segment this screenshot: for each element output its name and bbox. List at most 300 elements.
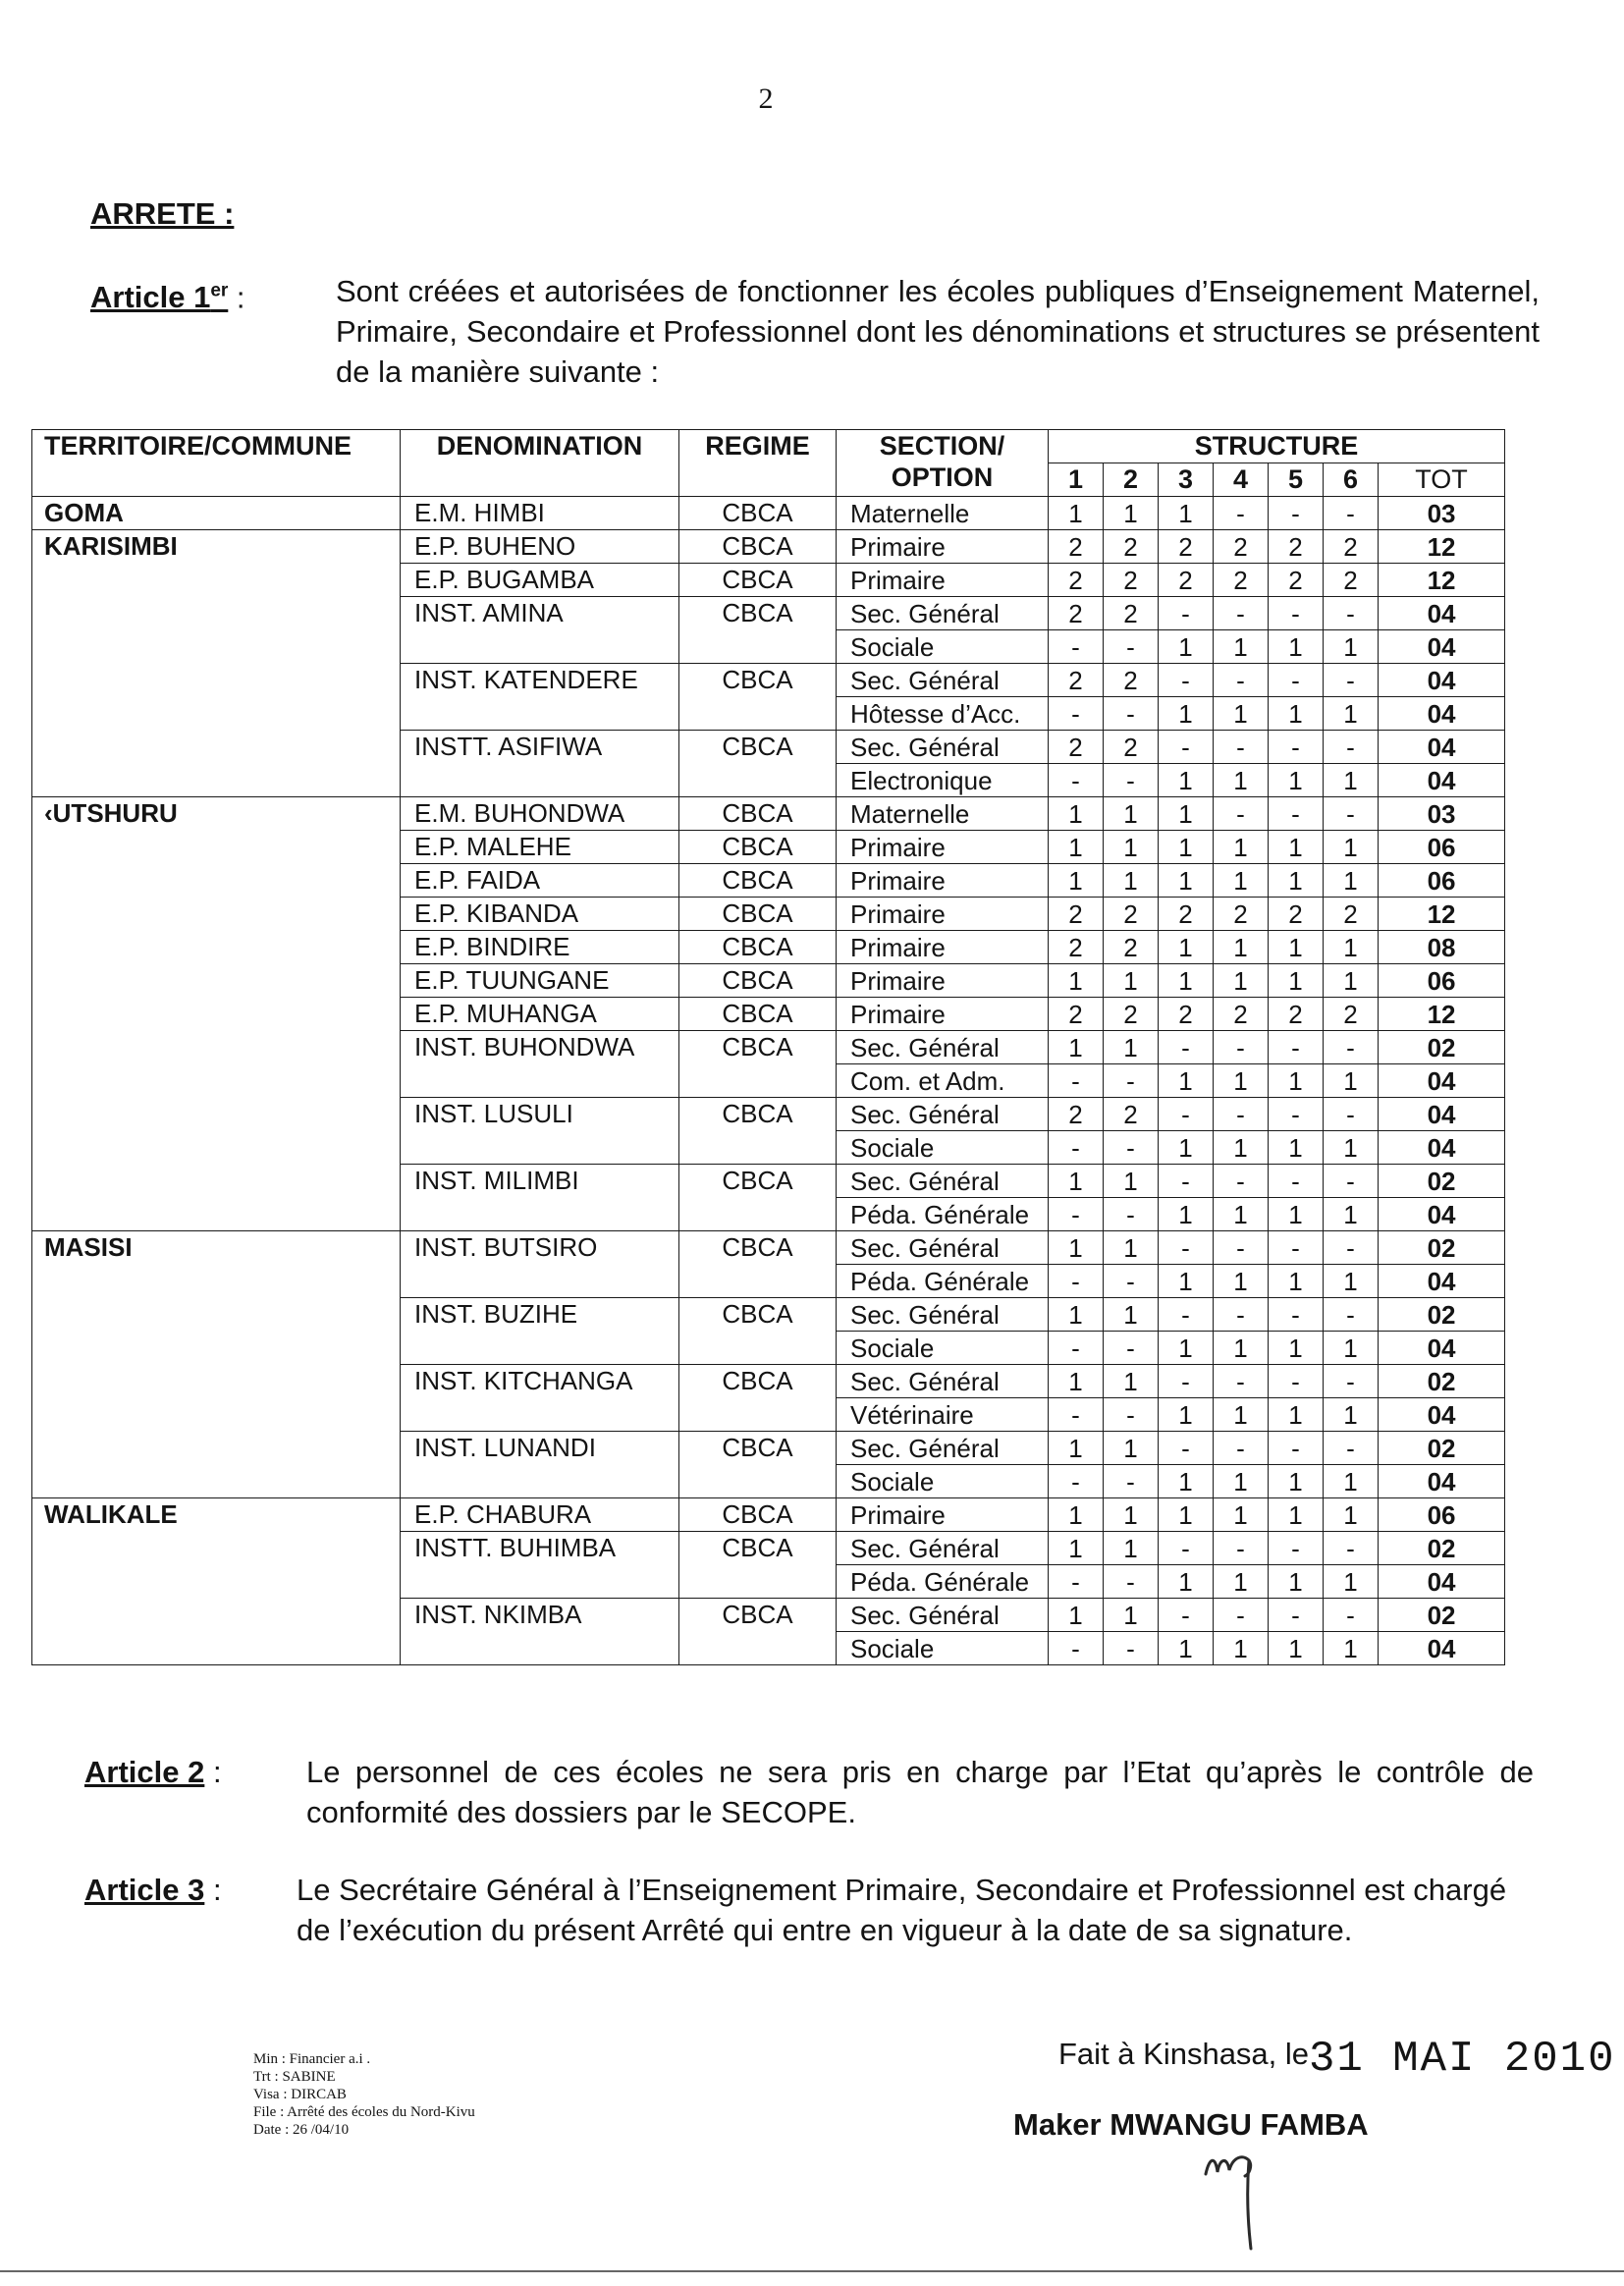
structure-cell: -: [1104, 1064, 1159, 1098]
structure-cell: 1: [1324, 1332, 1379, 1365]
structure-cell: 2: [1269, 998, 1324, 1031]
structure-cell: 1: [1269, 1131, 1324, 1165]
denomination-cell: E.P. MUHANGA: [401, 998, 679, 1031]
structure-cell: -: [1269, 731, 1324, 764]
structure-cell: 2: [1159, 998, 1214, 1031]
regime-cell: CBCA: [679, 1365, 837, 1432]
denomination-cell: INST. AMINA: [401, 597, 679, 664]
structure-cell: -: [1049, 764, 1104, 797]
structure-cell: -: [1269, 664, 1324, 697]
section-cell: Sociale: [837, 630, 1049, 664]
structure-cell: 1: [1269, 1265, 1324, 1298]
structure-cell: 2: [1104, 998, 1159, 1031]
structure-cell: 1: [1049, 1165, 1104, 1198]
reference-line: File : Arrêté des écoles du Nord-Kivu: [253, 2104, 475, 2120]
section-cell: Sec. Général: [837, 1365, 1049, 1398]
structure-cell: 1: [1214, 1498, 1269, 1532]
regime-cell: CBCA: [679, 864, 837, 898]
structure-cell: 2: [1214, 530, 1269, 564]
structure-cell: 1: [1159, 697, 1214, 731]
structure-cell: 1: [1269, 1498, 1324, 1532]
section-cell: Sec. Général: [837, 1031, 1049, 1064]
structure-cell: 1: [1324, 964, 1379, 998]
structure-cell: -: [1104, 1565, 1159, 1599]
structure-cell: 1: [1324, 1498, 1379, 1532]
section-cell: Sec. Général: [837, 1599, 1049, 1632]
structure-cell: 1: [1159, 864, 1214, 898]
territoire-cell: GOMA: [32, 497, 401, 530]
section-cell: Sec. Général: [837, 664, 1049, 697]
structure-cell: -: [1269, 1599, 1324, 1632]
structure-cell: -: [1049, 1465, 1104, 1498]
structure-cell: 1: [1049, 797, 1104, 831]
structure-cell: 2: [1214, 998, 1269, 1031]
structure-cell: -: [1214, 1298, 1269, 1332]
total-cell: 03: [1379, 497, 1505, 530]
header-col-1: 1: [1049, 463, 1104, 497]
structure-cell: -: [1324, 1098, 1379, 1131]
denomination-cell: INSTT. ASIFIWA: [401, 731, 679, 797]
structure-cell: 1: [1159, 797, 1214, 831]
table-row: [32, 1231, 1505, 1265]
structure-cell: 1: [1269, 1565, 1324, 1599]
article-3-text: Le Secrétaire Général à l’Enseignement Primaire, Secondaire et Professionnel est chargé de l’exécution du présent Arrêté qui entre en vigueur à la date de sa signature.: [297, 1873, 1507, 1947]
regime-cell: CBCA: [679, 1165, 837, 1231]
structure-cell: -: [1049, 1398, 1104, 1432]
place-date: [1058, 2029, 1616, 2084]
denomination-cell: E.P. BUHENO: [401, 530, 679, 564]
structure-cell: 1: [1324, 1131, 1379, 1165]
total-cell: 06: [1379, 831, 1505, 864]
structure-cell: 1: [1214, 1465, 1269, 1498]
structure-cell: 2: [1269, 898, 1324, 931]
structure-cell: 2: [1104, 530, 1159, 564]
regime-cell: CBCA: [679, 898, 837, 931]
total-cell: 08: [1379, 931, 1505, 964]
header-col-tot: TOT: [1379, 463, 1505, 497]
structure-cell: 1: [1159, 931, 1214, 964]
structure-cell: -: [1324, 1031, 1379, 1064]
section-cell: Hôtesse d’Acc.: [837, 697, 1049, 731]
structure-cell: 1: [1159, 964, 1214, 998]
structure-cell: -: [1049, 630, 1104, 664]
structure-cell: 1: [1324, 630, 1379, 664]
structure-cell: 1: [1159, 497, 1214, 530]
regime-cell: CBCA: [679, 664, 837, 731]
total-cell: 04: [1379, 1632, 1505, 1665]
structure-cell: 1: [1324, 931, 1379, 964]
total-cell: 04: [1379, 1098, 1505, 1131]
structure-cell: 2: [1159, 898, 1214, 931]
structure-cell: 1: [1269, 964, 1324, 998]
total-cell: 02: [1379, 1298, 1505, 1332]
table-row: [32, 497, 1505, 530]
structure-cell: 1: [1104, 1298, 1159, 1332]
structure-cell: 1: [1104, 1365, 1159, 1398]
structure-cell: -: [1104, 1198, 1159, 1231]
structure-cell: -: [1324, 731, 1379, 764]
structure-cell: 1: [1214, 931, 1269, 964]
regime-cell: CBCA: [679, 1498, 837, 1532]
structure-cell: -: [1324, 664, 1379, 697]
header-col-6: 6: [1324, 463, 1379, 497]
article-3-label: Article 3 :: [84, 1873, 222, 1907]
structure-cell: -: [1159, 597, 1214, 630]
structure-cell: 1: [1324, 831, 1379, 864]
structure-cell: -: [1324, 1532, 1379, 1565]
structure-cell: -: [1269, 597, 1324, 630]
regime-cell: CBCA: [679, 1432, 837, 1498]
section-cell: Sec. Général: [837, 1231, 1049, 1265]
structure-cell: 1: [1324, 864, 1379, 898]
total-cell: 06: [1379, 864, 1505, 898]
regime-cell: CBCA: [679, 797, 837, 831]
header-col-5: 5: [1269, 463, 1324, 497]
structure-cell: 2: [1049, 664, 1104, 697]
section-cell: Com. et Adm.: [837, 1064, 1049, 1098]
header-section: SECTION/ OPTION: [837, 430, 1049, 497]
structure-cell: 2: [1104, 564, 1159, 597]
structure-cell: -: [1269, 1365, 1324, 1398]
structure-cell: 1: [1214, 1398, 1269, 1432]
structure-cell: 2: [1104, 597, 1159, 630]
regime-cell: CBCA: [679, 530, 837, 564]
total-cell: 12: [1379, 530, 1505, 564]
structure-cell: 1: [1159, 1064, 1214, 1098]
structure-cell: -: [1104, 1131, 1159, 1165]
structure-cell: -: [1324, 1165, 1379, 1198]
structure-cell: 1: [1049, 1599, 1104, 1632]
structure-cell: 2: [1104, 898, 1159, 931]
structure-cell: -: [1049, 1064, 1104, 1098]
total-cell: 04: [1379, 1198, 1505, 1231]
regime-cell: CBCA: [679, 597, 837, 664]
denomination-cell: INST. MILIMBI: [401, 1165, 679, 1231]
heading-arrete: ARRETE :: [90, 196, 235, 231]
regime-cell: CBCA: [679, 731, 837, 797]
territoire-cell: MASISI: [32, 1231, 401, 1498]
denomination-cell: INSTT. BUHIMBA: [401, 1532, 679, 1599]
structure-cell: -: [1269, 1532, 1324, 1565]
structure-cell: 2: [1049, 564, 1104, 597]
structure-cell: -: [1159, 1432, 1214, 1465]
structure-cell: -: [1269, 1098, 1324, 1131]
structure-cell: 1: [1049, 1031, 1104, 1064]
total-cell: 04: [1379, 764, 1505, 797]
signer-name: Maker MWANGU FAMBA: [1013, 2107, 1369, 2142]
header-col-3: 3: [1159, 463, 1214, 497]
structure-cell: 1: [1269, 1398, 1324, 1432]
structure-cell: -: [1049, 1265, 1104, 1298]
structure-cell: 1: [1269, 864, 1324, 898]
article-2-label: Article 2 :: [84, 1755, 222, 1789]
structure-cell: 1: [1214, 697, 1269, 731]
structure-cell: 2: [1049, 931, 1104, 964]
regime-cell: CBCA: [679, 831, 837, 864]
structure-cell: 1: [1049, 1432, 1104, 1465]
total-cell: 02: [1379, 1432, 1505, 1465]
date-stamp: 31 MAI 2010: [1309, 2035, 1616, 2084]
structure-cell: 1: [1104, 1165, 1159, 1198]
structure-cell: -: [1214, 1532, 1269, 1565]
structure-cell: 1: [1049, 1532, 1104, 1565]
total-cell: 02: [1379, 1165, 1505, 1198]
structure-cell: -: [1214, 497, 1269, 530]
header-territoire: TERRITOIRE/COMMUNE: [32, 430, 401, 497]
structure-cell: -: [1159, 731, 1214, 764]
section-cell: Primaire: [837, 964, 1049, 998]
header-col-2: 2: [1104, 463, 1159, 497]
structure-cell: -: [1214, 1031, 1269, 1064]
structure-cell: 2: [1214, 898, 1269, 931]
structure-cell: -: [1324, 797, 1379, 831]
structure-cell: 1: [1159, 764, 1214, 797]
denomination-cell: E.P. BUGAMBA: [401, 564, 679, 597]
section-cell: Sociale: [837, 1632, 1049, 1665]
structure-cell: -: [1104, 1332, 1159, 1365]
table-row: [32, 797, 1505, 831]
section-cell: Maternelle: [837, 497, 1049, 530]
denomination-cell: INST. BUHONDWA: [401, 1031, 679, 1098]
structure-cell: 1: [1104, 1432, 1159, 1465]
structure-cell: -: [1049, 697, 1104, 731]
structure-cell: 1: [1159, 1398, 1214, 1432]
structure-cell: -: [1104, 697, 1159, 731]
section-cell: Primaire: [837, 564, 1049, 597]
reference-block: [253, 2050, 475, 2139]
total-cell: 02: [1379, 1231, 1505, 1265]
section-cell: Sec. Général: [837, 1532, 1049, 1565]
regime-cell: CBCA: [679, 497, 837, 530]
total-cell: 04: [1379, 1265, 1505, 1298]
structure-cell: 1: [1159, 831, 1214, 864]
section-cell: Sec. Général: [837, 731, 1049, 764]
structure-cell: -: [1104, 1398, 1159, 1432]
total-cell: 12: [1379, 564, 1505, 597]
table-row: [32, 530, 1505, 564]
structure-cell: 1: [1104, 831, 1159, 864]
structure-cell: -: [1324, 1432, 1379, 1465]
territoire-cell: ‹UTSHURU: [32, 797, 401, 1231]
structure-cell: -: [1324, 597, 1379, 630]
total-cell: 04: [1379, 1465, 1505, 1498]
structure-cell: 1: [1214, 964, 1269, 998]
total-cell: 02: [1379, 1599, 1505, 1632]
total-cell: 04: [1379, 1064, 1505, 1098]
structure-cell: 1: [1324, 1465, 1379, 1498]
section-cell: Sociale: [837, 1131, 1049, 1165]
structure-cell: -: [1214, 1432, 1269, 1465]
schools-table: [31, 429, 1505, 1665]
total-cell: 04: [1379, 597, 1505, 630]
denomination-cell: INST. NKIMBA: [401, 1599, 679, 1665]
denomination-cell: INST. BUTSIRO: [401, 1231, 679, 1298]
total-cell: 02: [1379, 1532, 1505, 1565]
total-cell: 02: [1379, 1365, 1505, 1398]
structure-cell: 1: [1324, 1064, 1379, 1098]
structure-cell: 1: [1214, 1332, 1269, 1365]
structure-cell: 1: [1269, 931, 1324, 964]
structure-cell: 1: [1269, 764, 1324, 797]
structure-cell: 1: [1324, 1265, 1379, 1298]
structure-cell: 1: [1214, 764, 1269, 797]
total-cell: 04: [1379, 1398, 1505, 1432]
section-cell: Sociale: [837, 1465, 1049, 1498]
section-cell: Sec. Général: [837, 1432, 1049, 1465]
structure-cell: 1: [1049, 1365, 1104, 1398]
total-cell: 04: [1379, 664, 1505, 697]
section-cell: Primaire: [837, 1498, 1049, 1532]
structure-cell: 1: [1269, 1632, 1324, 1665]
section-cell: Electronique: [837, 764, 1049, 797]
structure-cell: 1: [1104, 864, 1159, 898]
section-cell: Vétérinaire: [837, 1398, 1049, 1432]
structure-cell: 1: [1159, 1198, 1214, 1231]
page-number: 2: [758, 82, 774, 115]
structure-cell: 1: [1269, 630, 1324, 664]
section-cell: Sec. Général: [837, 597, 1049, 630]
structure-cell: 1: [1049, 497, 1104, 530]
structure-cell: -: [1214, 1365, 1269, 1398]
regime-cell: CBCA: [679, 931, 837, 964]
total-cell: 04: [1379, 1565, 1505, 1599]
section-cell: Primaire: [837, 998, 1049, 1031]
structure-cell: 1: [1104, 1532, 1159, 1565]
section-cell: Péda. Générale: [837, 1265, 1049, 1298]
section-cell: Primaire: [837, 898, 1049, 931]
structure-cell: 1: [1214, 1632, 1269, 1665]
header-structure: STRUCTURE: [1049, 430, 1505, 463]
structure-cell: 2: [1049, 898, 1104, 931]
denomination-cell: E.P. FAIDA: [401, 864, 679, 898]
denomination-cell: E.M. BUHONDWA: [401, 797, 679, 831]
structure-cell: 1: [1269, 697, 1324, 731]
header-regime: REGIME: [679, 430, 837, 497]
structure-cell: 1: [1214, 1198, 1269, 1231]
total-cell: 04: [1379, 1131, 1505, 1165]
structure-cell: 1: [1049, 1231, 1104, 1265]
structure-cell: 1: [1214, 1064, 1269, 1098]
section-cell: Primaire: [837, 864, 1049, 898]
section-cell: Péda. Générale: [837, 1198, 1049, 1231]
structure-cell: 1: [1214, 1565, 1269, 1599]
structure-cell: 1: [1159, 1498, 1214, 1532]
structure-cell: 1: [1214, 1131, 1269, 1165]
structure-cell: 1: [1159, 1465, 1214, 1498]
total-cell: 04: [1379, 1332, 1505, 1365]
structure-cell: 1: [1214, 630, 1269, 664]
structure-cell: -: [1159, 1098, 1214, 1131]
structure-cell: 2: [1049, 731, 1104, 764]
regime-cell: CBCA: [679, 1599, 837, 1665]
structure-cell: 2: [1324, 564, 1379, 597]
structure-cell: 1: [1159, 1565, 1214, 1599]
structure-cell: -: [1214, 597, 1269, 630]
structure-cell: 1: [1159, 630, 1214, 664]
structure-cell: -: [1269, 1231, 1324, 1265]
denomination-cell: INST. KITCHANGA: [401, 1365, 679, 1432]
structure-cell: 1: [1214, 831, 1269, 864]
structure-cell: 2: [1049, 1098, 1104, 1131]
regime-cell: CBCA: [679, 1231, 837, 1298]
regime-cell: CBCA: [679, 1532, 837, 1599]
structure-cell: -: [1159, 1365, 1214, 1398]
header-col-4: 4: [1214, 463, 1269, 497]
total-cell: 03: [1379, 797, 1505, 831]
structure-cell: -: [1324, 1298, 1379, 1332]
section-cell: Sociale: [837, 1332, 1049, 1365]
total-cell: 06: [1379, 964, 1505, 998]
structure-cell: 2: [1324, 530, 1379, 564]
denomination-cell: INST. BUZIHE: [401, 1298, 679, 1365]
section-cell: Péda. Générale: [837, 1565, 1049, 1599]
reference-line: Trt : SABINE: [253, 2069, 336, 2085]
section-cell: Sec. Général: [837, 1165, 1049, 1198]
structure-cell: -: [1049, 1198, 1104, 1231]
structure-cell: 2: [1104, 731, 1159, 764]
structure-cell: -: [1104, 1265, 1159, 1298]
denomination-cell: E.M. HIMBI: [401, 497, 679, 530]
section-cell: Maternelle: [837, 797, 1049, 831]
regime-cell: CBCA: [679, 1298, 837, 1365]
section-cell: Sec. Général: [837, 1098, 1049, 1131]
structure-cell: 2: [1214, 564, 1269, 597]
structure-cell: -: [1214, 1098, 1269, 1131]
denomination-cell: E.P. BINDIRE: [401, 931, 679, 964]
structure-cell: -: [1104, 630, 1159, 664]
structure-cell: -: [1049, 1632, 1104, 1665]
structure-cell: 2: [1104, 1098, 1159, 1131]
structure-cell: -: [1104, 1632, 1159, 1665]
header-denomination: DENOMINATION: [401, 430, 679, 497]
structure-cell: 1: [1324, 1565, 1379, 1599]
structure-cell: 1: [1104, 1498, 1159, 1532]
bottom-rule: [0, 2270, 1624, 2272]
structure-cell: 2: [1104, 664, 1159, 697]
regime-cell: CBCA: [679, 998, 837, 1031]
structure-cell: 1: [1324, 697, 1379, 731]
structure-cell: -: [1159, 664, 1214, 697]
total-cell: 04: [1379, 630, 1505, 664]
denomination-cell: INST. LUNANDI: [401, 1432, 679, 1498]
regime-cell: CBCA: [679, 1031, 837, 1098]
total-cell: 04: [1379, 731, 1505, 764]
structure-cell: 1: [1324, 764, 1379, 797]
denomination-cell: E.P. MALEHE: [401, 831, 679, 864]
structure-cell: 2: [1049, 998, 1104, 1031]
structure-cell: -: [1214, 1165, 1269, 1198]
structure-cell: -: [1159, 1165, 1214, 1198]
denomination-cell: E.P. TUUNGANE: [401, 964, 679, 998]
structure-cell: 1: [1324, 1632, 1379, 1665]
structure-cell: 1: [1159, 1265, 1214, 1298]
structure-cell: 1: [1049, 1498, 1104, 1532]
territoire-cell: KARISIMBI: [32, 530, 401, 797]
section-cell: Sec. Général: [837, 1298, 1049, 1332]
total-cell: 04: [1379, 697, 1505, 731]
regime-cell: CBCA: [679, 964, 837, 998]
structure-cell: -: [1324, 1231, 1379, 1265]
article-1-label: Article 1er :: [90, 280, 245, 315]
section-cell: Primaire: [837, 530, 1049, 564]
structure-cell: -: [1269, 1031, 1324, 1064]
structure-cell: 2: [1269, 564, 1324, 597]
structure-cell: 1: [1104, 1031, 1159, 1064]
structure-cell: -: [1159, 1031, 1214, 1064]
structure-cell: -: [1159, 1231, 1214, 1265]
structure-cell: 1: [1049, 1298, 1104, 1332]
structure-cell: -: [1104, 1465, 1159, 1498]
